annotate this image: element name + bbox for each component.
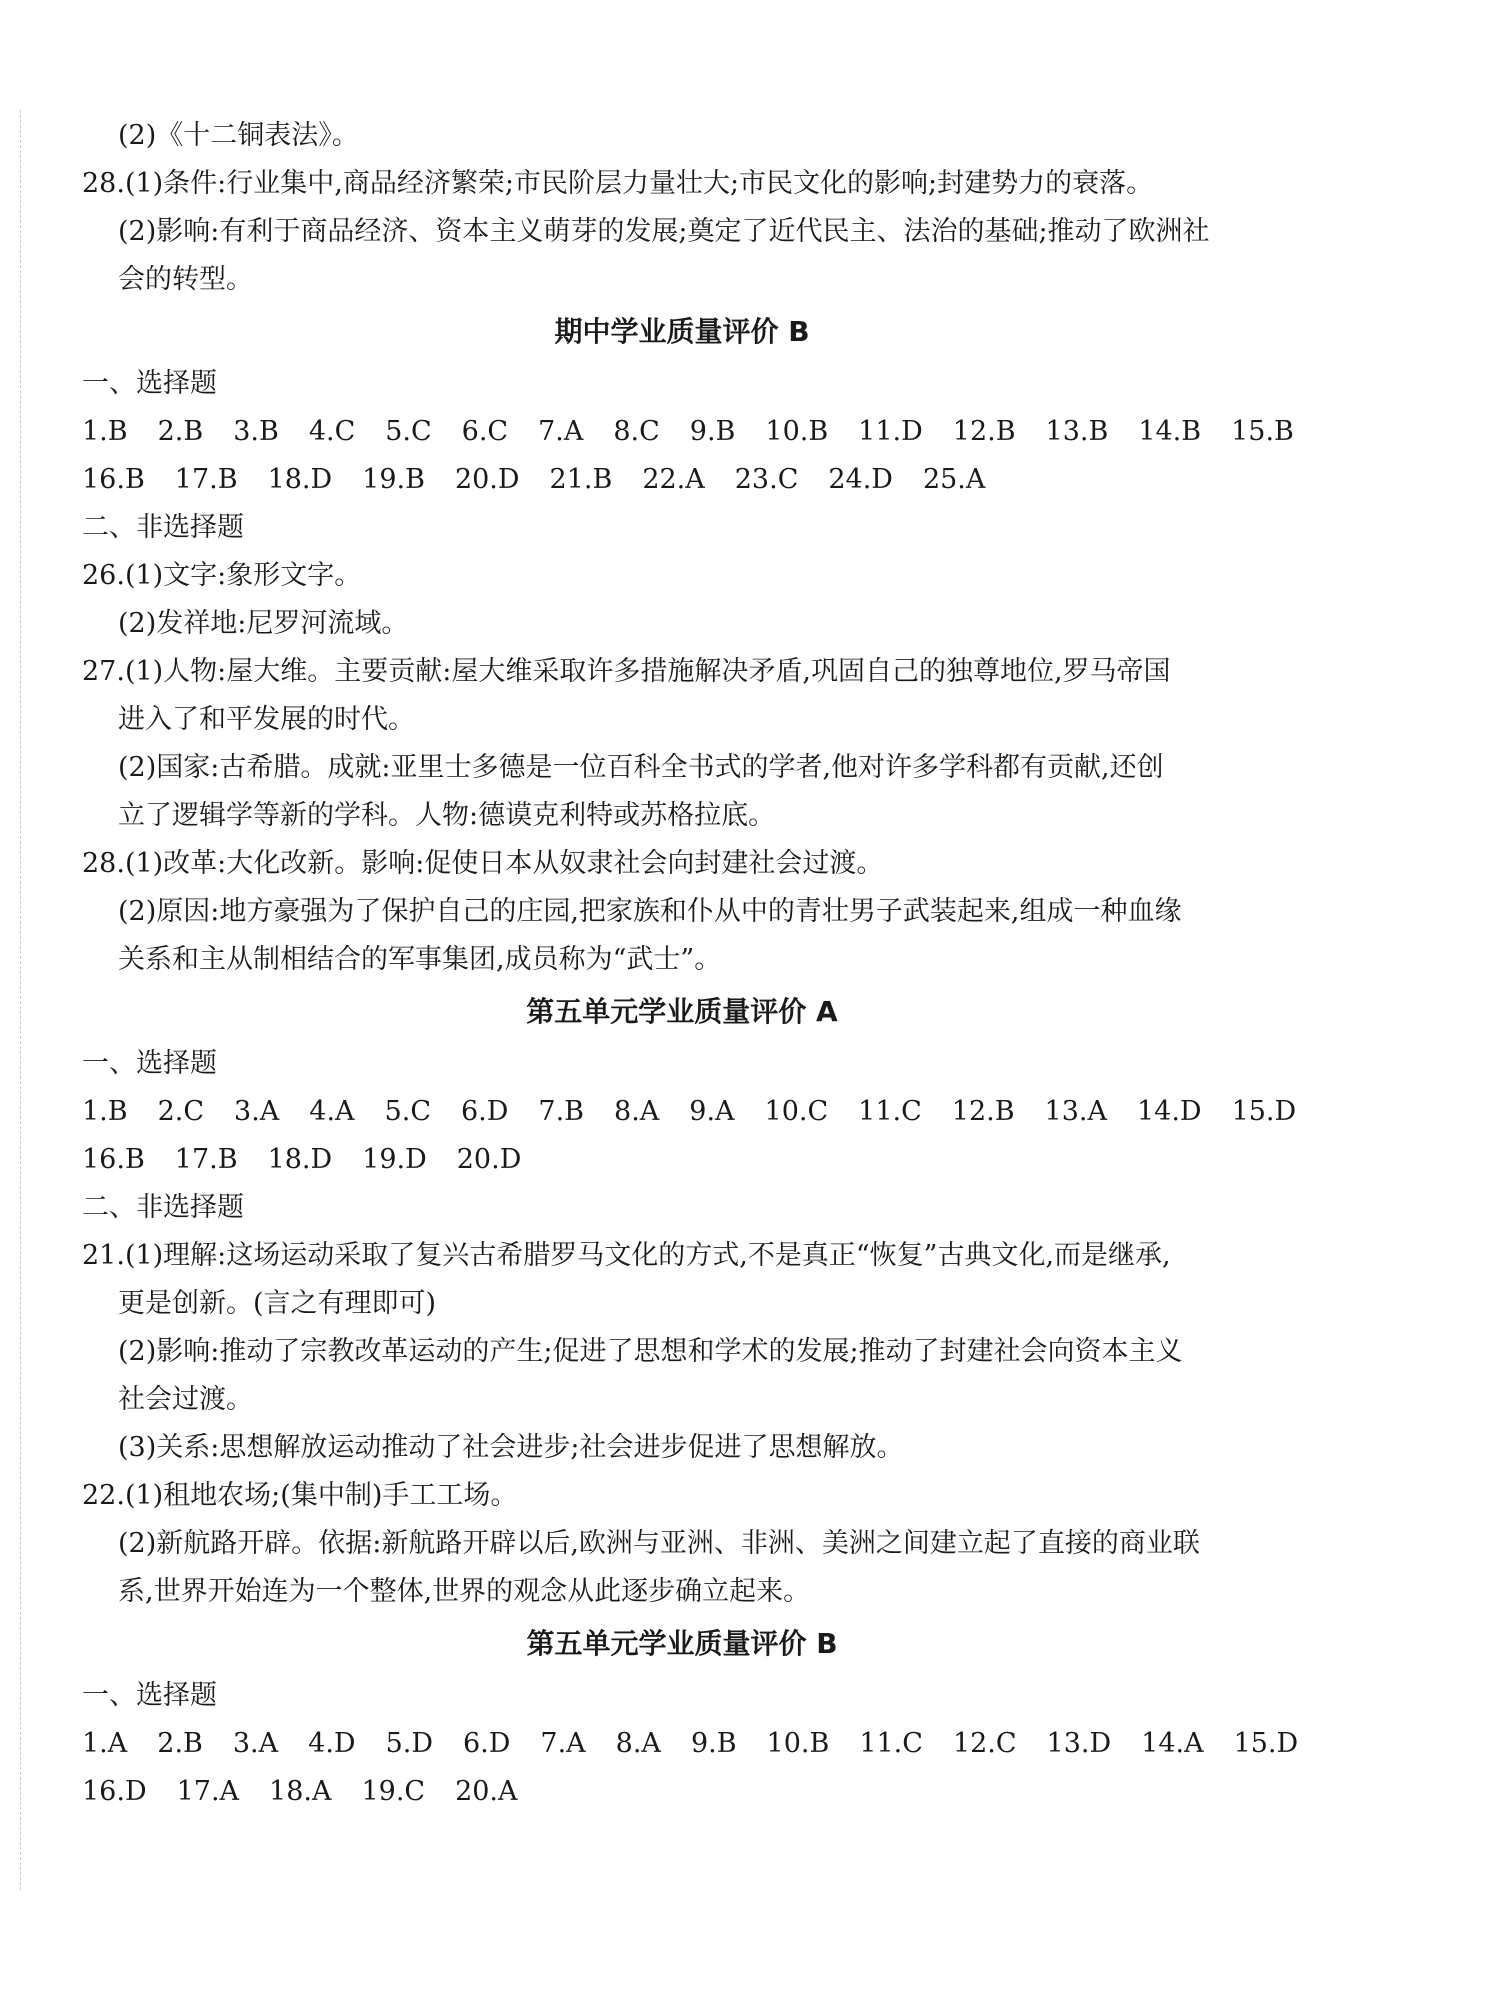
answer-item: 8.A bbox=[614, 1096, 660, 1127]
text-line: (2)影响:推动了宗教改革运动的产生;促进了思想和学术的发展;推动了封建社会向资本主义 bbox=[118, 1336, 1183, 1367]
answer-item: 20.D bbox=[454, 464, 520, 495]
answer-item: 21.B bbox=[549, 464, 613, 495]
answer-item: 9.B bbox=[690, 1728, 737, 1759]
answer-item: 8.C bbox=[613, 416, 660, 447]
answer-item: 18.D bbox=[267, 464, 333, 495]
answer-item: 1.B bbox=[82, 1096, 128, 1127]
answer-item: 17.B bbox=[174, 1144, 238, 1175]
answer-row bbox=[82, 408, 1294, 456]
answer-item: 12.B bbox=[951, 1096, 1015, 1127]
choice-label: 一、选择题 bbox=[82, 368, 217, 399]
text-line: 28.(1)改革:大化改新。影响:促使日本从奴隶社会向封建社会过渡。 bbox=[82, 848, 884, 879]
answer-item: 19.D bbox=[362, 1144, 427, 1175]
answer-item: 7.A bbox=[538, 416, 584, 447]
answer-item: 11.C bbox=[858, 1096, 922, 1127]
answer-item: 14.B bbox=[1138, 416, 1202, 447]
answer-item: 23.C bbox=[734, 464, 799, 495]
answer-item: 16.B bbox=[82, 1144, 145, 1175]
text-line: 会的转型。 bbox=[118, 264, 253, 295]
answer-item: 6.C bbox=[461, 416, 509, 447]
text-line: 27.(1)人物:屋大维。主要贡献:屋大维采取许多措施解决矛盾,巩固自己的独尊地位,罗马帝国 bbox=[82, 656, 1171, 687]
margin-rule bbox=[20, 110, 21, 1890]
answer-row bbox=[82, 1768, 1282, 1816]
nonchoice-label: 二、非选择题 bbox=[82, 1192, 244, 1223]
text-line: (2)《十二铜表法》。 bbox=[118, 120, 359, 151]
answer-item: 13.D bbox=[1046, 1728, 1112, 1759]
text-line: (2)原因:地方豪强为了保护自己的庄园,把家族和仆从中的青壮男子武装起来,组成一种血缘 bbox=[118, 896, 1182, 927]
answer-item: 2.C bbox=[157, 1096, 205, 1127]
text-line: 28.(1)条件:行业集中,商品经济繁荣;市民阶层力量壮大;市民文化的影响;封建势力的衰落。 bbox=[82, 168, 1154, 199]
answer-item: 14.A bbox=[1141, 1728, 1204, 1759]
text-line: 26.(1)文字:象形文字。 bbox=[82, 560, 362, 591]
section-title: 第五单元学业质量评价 B bbox=[526, 1627, 838, 1660]
answer-item: 16.B bbox=[82, 464, 145, 495]
answer-item: 15.B bbox=[1231, 416, 1294, 447]
answer-item: 15.D bbox=[1233, 1728, 1299, 1759]
answer-item: 6.D bbox=[460, 1096, 509, 1127]
answer-item: 2.B bbox=[157, 416, 204, 447]
answer-item: 10.B bbox=[765, 416, 829, 447]
answer-item: 22.A bbox=[642, 464, 705, 495]
text-line: (3)关系:思想解放运动推动了社会进步;社会进步促进了思想解放。 bbox=[118, 1432, 904, 1463]
answer-row bbox=[82, 456, 1282, 504]
answer-item: 3.B bbox=[233, 416, 279, 447]
answer-item: 19.C bbox=[361, 1776, 426, 1807]
answer-item: 14.D bbox=[1136, 1096, 1202, 1127]
nonchoice-label: 二、非选择题 bbox=[82, 512, 244, 543]
answer-row bbox=[82, 1136, 1282, 1184]
section-title: 期中学业质量评价 B bbox=[554, 315, 810, 348]
answer-item: 1.B bbox=[82, 416, 128, 447]
answer-page bbox=[82, 112, 1299, 1816]
answer-row bbox=[82, 1720, 1299, 1768]
text-line: 22.(1)租地农场;(集中制)手工工场。 bbox=[82, 1480, 518, 1511]
answer-item: 24.D bbox=[828, 464, 893, 495]
answer-item: 5.C bbox=[384, 1096, 431, 1127]
answer-item: 18.D bbox=[267, 1144, 333, 1175]
answer-item: 19.B bbox=[362, 464, 425, 495]
answer-item: 20.A bbox=[455, 1776, 518, 1807]
answer-item: 7.B bbox=[538, 1096, 585, 1127]
answer-item: 13.B bbox=[1045, 416, 1109, 447]
answer-item: 10.B bbox=[766, 1728, 830, 1759]
answer-item: 4.D bbox=[308, 1728, 356, 1759]
text-line: (2)国家:古希腊。成就:亚里士多德是一位百科全书式的学者,他对许多学科都有贡献,还创 bbox=[118, 752, 1164, 783]
answer-item: 9.B bbox=[689, 416, 736, 447]
text-line: 进入了和平发展的时代。 bbox=[118, 704, 415, 735]
answer-item: 2.B bbox=[157, 1728, 203, 1759]
answer-item: 1.A bbox=[82, 1728, 128, 1759]
answer-item: 18.A bbox=[269, 1776, 332, 1807]
choice-label: 一、选择题 bbox=[82, 1680, 217, 1711]
text-line: 立了逻辑学等新的学科。人物:德谟克利特或苏格拉底。 bbox=[118, 800, 776, 831]
text-line: (2)影响:有利于商品经济、资本主义萌芽的发展;奠定了近代民主、法治的基础;推动了欧洲社 bbox=[118, 216, 1210, 247]
answer-item: 5.C bbox=[385, 416, 432, 447]
text-line: (2)发祥地:尼罗河流域。 bbox=[118, 608, 409, 639]
answer-item: 3.A bbox=[234, 1096, 280, 1127]
answer-item: 16.D bbox=[82, 1776, 147, 1807]
answer-item: 8.A bbox=[615, 1728, 661, 1759]
answer-item: 5.D bbox=[385, 1728, 433, 1759]
answer-item: 11.C bbox=[859, 1728, 923, 1759]
answer-item: 20.D bbox=[456, 1144, 522, 1175]
answer-item: 12.C bbox=[952, 1728, 1017, 1759]
answer-item: 4.A bbox=[309, 1096, 355, 1127]
choice-label: 一、选择题 bbox=[82, 1048, 217, 1079]
answer-item: 3.A bbox=[232, 1728, 279, 1759]
section-title: 第五单元学业质量评价 A bbox=[526, 995, 838, 1028]
answer-item: 10.C bbox=[764, 1096, 829, 1127]
text-line: 社会过渡。 bbox=[118, 1384, 253, 1415]
answer-item: 15.D bbox=[1231, 1096, 1297, 1127]
text-line: (2)新航路开辟。依据:新航路开辟以后,欧洲与亚洲、非洲、美洲之间建立起了直接的商业联 bbox=[118, 1528, 1200, 1559]
text-line: 更是创新。(言之有理即可) bbox=[118, 1288, 437, 1319]
answer-row bbox=[82, 1088, 1297, 1136]
answer-item: 6.D bbox=[462, 1728, 511, 1759]
answer-item: 12.B bbox=[952, 416, 1016, 447]
answer-item: 25.A bbox=[922, 464, 986, 495]
text-line: 21.(1)理解:这场运动采取了复兴古希腊罗马文化的方式,不是真正“恢复”古典文化,而是继承, bbox=[82, 1240, 1171, 1271]
answer-item: 11.D bbox=[858, 416, 923, 447]
answer-item: 13.A bbox=[1044, 1096, 1107, 1127]
text-line: 关系和主从制相结合的军事集团,成员称为“武士”。 bbox=[118, 944, 722, 975]
answer-item: 17.B bbox=[174, 464, 238, 495]
answer-item: 9.A bbox=[689, 1096, 735, 1127]
answer-item: 17.A bbox=[176, 1776, 240, 1807]
answer-item: 7.A bbox=[540, 1728, 586, 1759]
text-line: 系,世界开始连为一个整体,世界的观念从此逐步确立起来。 bbox=[118, 1576, 811, 1607]
answer-item: 4.C bbox=[308, 416, 356, 447]
